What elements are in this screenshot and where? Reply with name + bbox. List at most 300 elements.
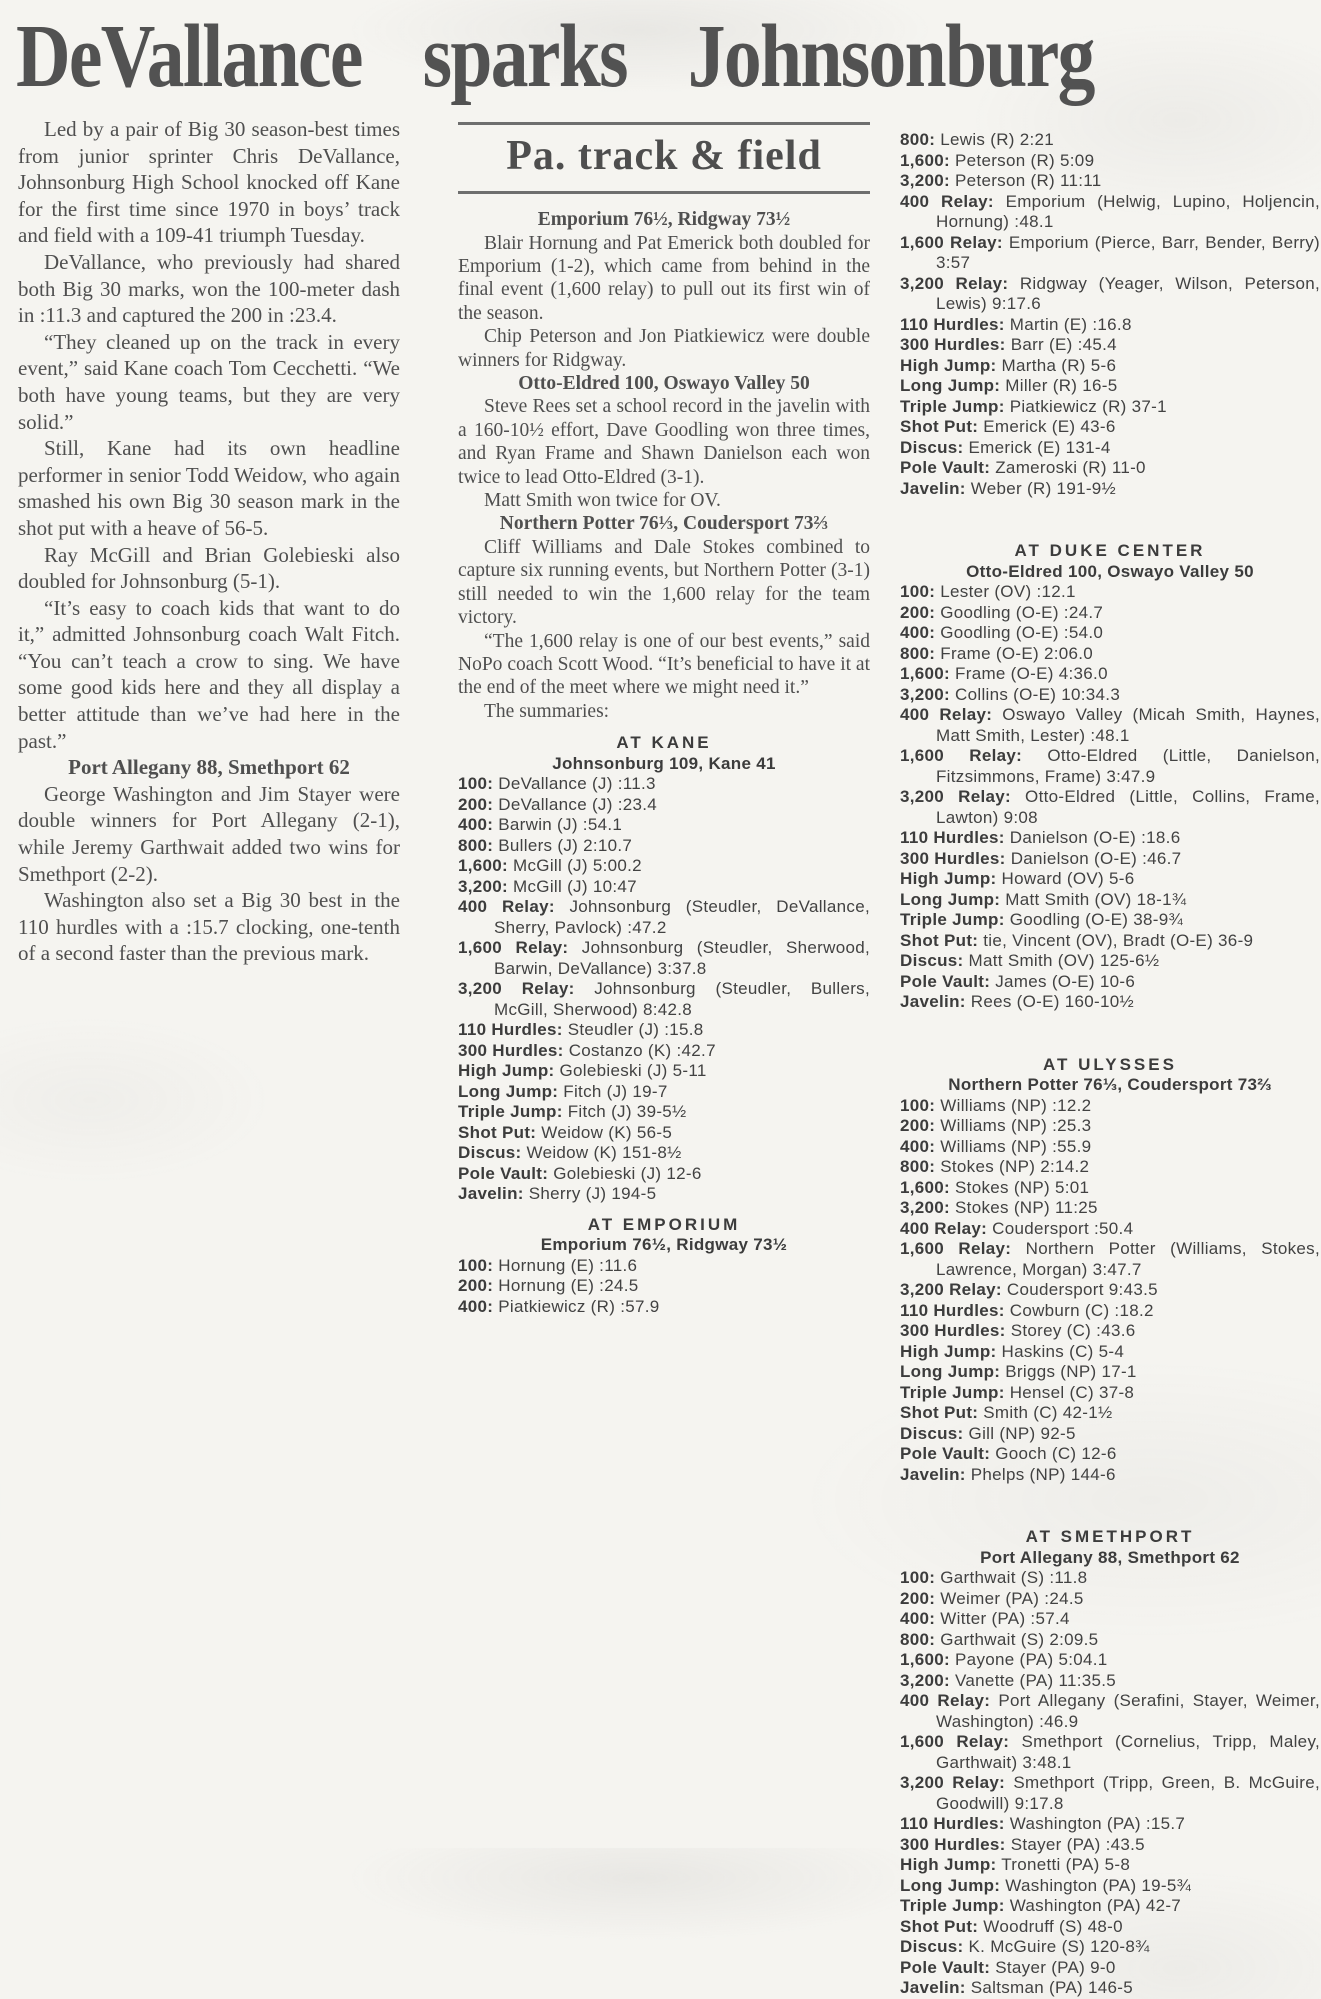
event-result: Piatkiewicz (R) :57.9 [498, 1296, 660, 1316]
summary-line [458, 1123, 870, 1144]
event-result: Sherry (J) 194-5 [528, 1184, 657, 1204]
summary-line [900, 1178, 1320, 1199]
summary-line [458, 1061, 870, 1082]
summary-line [900, 931, 1320, 952]
summary-score: Johnsonburg 109, Kane 41 [552, 753, 776, 773]
summary-line [900, 1917, 1320, 1938]
event-result: Emporium (Helwig, Lupino, Holjencin, Hornung) :48.1 [936, 191, 1320, 231]
summary-lines [900, 130, 1320, 499]
event-label: Discus: [900, 437, 964, 457]
event-result: Oswayo Valley (Micah Smith, Haynes, Matt Smith, Lester) :48.1 [936, 705, 1320, 745]
event-result: Johnsonburg (Steudler, Bullers, McGill, Sherwood) 8:42.8 [494, 979, 871, 1019]
event-result: Steudler (J) :15.8 [567, 1020, 704, 1040]
event-label: Triple Jump: [458, 1102, 563, 1122]
summary-line [900, 1157, 1320, 1178]
event-result: Weidow (K) 151-8½ [526, 1143, 682, 1163]
summary-line [900, 1280, 1320, 1301]
summary-line [900, 438, 1320, 459]
event-result: Danielson (O-E) :46.7 [1010, 848, 1182, 868]
subhead-otto-eldred-oswayo: Otto-Eldred 100, Oswayo Valley 50 [518, 373, 810, 395]
event-label: 100: [900, 582, 936, 601]
event-label: 100: [458, 1255, 494, 1275]
summary-line [900, 869, 1320, 890]
newspaper-page [16, 7, 1321, 1999]
event-label: High Jump: [458, 1061, 555, 1081]
event-result: Goodling (O-E) :24.7 [940, 602, 1104, 622]
event-label: 400: [900, 1609, 936, 1628]
summary-location: AT DUKE CENTER [1014, 541, 1206, 560]
event-label: Pole Vault: [900, 971, 991, 991]
event-label: 3,200 Relay: [900, 273, 1009, 293]
subhead-northern-potter-coudersport: Northern Potter 76⅓, Coudersport 73⅔ [499, 513, 829, 535]
event-label: 3,200 Relay: [900, 1773, 1006, 1792]
event-label: 300 Hurdles: [458, 1040, 564, 1060]
section-banner-title: Pa. track & field [506, 133, 822, 179]
event-label: Discus: [900, 1423, 964, 1443]
summary-line [900, 623, 1320, 644]
event-result: Barr (E) :45.4 [1010, 335, 1117, 354]
summary-line [900, 1876, 1320, 1897]
summary-line [458, 1020, 870, 1041]
event-label: Long Jump: [458, 1081, 559, 1101]
event-result: McGill (J) 5:00.2 [513, 856, 642, 876]
event-label: 400: [458, 815, 494, 835]
summary-line [900, 1835, 1320, 1856]
summary-lines [458, 1256, 870, 1318]
event-label: 1,600 Relay: [900, 1239, 1012, 1258]
summary-line [900, 151, 1320, 172]
event-result: Frame (O-E) 4:36.0 [955, 664, 1108, 683]
event-label: 800: [900, 1157, 936, 1176]
event-label: Long Jump: [900, 1875, 1001, 1895]
event-label: 110 Hurdles: [900, 828, 1005, 847]
event-label: 1,600: [900, 1177, 951, 1197]
summary-line [900, 1383, 1320, 1404]
event-label: 1,600: [900, 150, 951, 170]
event-result: Washington (PA) 19-5¾ [1005, 1875, 1192, 1895]
summary-line [900, 1937, 1320, 1958]
event-label: 400: [900, 623, 936, 642]
event-result: tie, Vincent (OV), Bradt (O-E) 36-9 [983, 930, 1254, 950]
event-label: High Jump: [900, 1341, 997, 1361]
event-result: Smethport (Cornelius, Tripp, Maley, Garthwait) 3:48.1 [936, 1732, 1321, 1772]
column-right [900, 116, 1320, 1999]
summary-line [458, 1082, 870, 1103]
event-label: 3,200: [900, 171, 951, 190]
paragraph: “The 1,600 relay is one of our best events,” said NoPo coach Scott Wood. “It’s beneficial to have it at the end of the meet where we might need it.” [458, 630, 870, 699]
event-result: Peterson (R) 11:11 [955, 171, 1102, 190]
event-result: Saltsman (PA) 146-5 [970, 1978, 1133, 1997]
summary-at-emporium-continued [900, 130, 1320, 499]
event-result: Payone (PA) 5:04.1 [955, 1650, 1108, 1669]
summary-line [900, 849, 1320, 870]
summary-line [900, 746, 1320, 787]
event-label: 1,600 Relay: [900, 746, 1023, 765]
summary-line [900, 1465, 1320, 1486]
event-result: Tronetti (PA) 5-8 [1001, 1855, 1131, 1874]
event-label: Shot Put: [900, 417, 979, 436]
event-label: Javelin: [900, 1978, 966, 1997]
event-label: Long Jump: [900, 889, 1001, 909]
event-result: Bullers (J) 2:10.7 [498, 835, 633, 855]
paragraph: Chip Peterson and Jon Piatkiewicz were double winners for Ridgway. [458, 326, 870, 371]
event-result: Stokes (NP) 5:01 [955, 1177, 1090, 1197]
event-label: 110 Hurdles: [900, 1814, 1005, 1833]
event-result: DeVallance (J) :23.4 [498, 794, 658, 814]
summary-line [458, 979, 870, 1020]
summary-line [900, 417, 1320, 438]
headline: DeVallance sparks Johnsonburg [16, 7, 1094, 106]
summary-line [900, 1958, 1320, 1979]
event-result: Matt Smith (OV) 18-1¾ [1005, 889, 1187, 909]
summary-line [458, 1184, 870, 1205]
summary-line [900, 787, 1320, 828]
summary-line [900, 705, 1320, 746]
event-label: 100: [900, 1095, 936, 1115]
event-label: 400 Relay: [900, 1218, 988, 1238]
summary-line [900, 1773, 1320, 1814]
event-label: High Jump: [900, 1855, 997, 1874]
event-result: Smith (C) 42-1½ [983, 1403, 1113, 1422]
event-label: 110 Hurdles: [900, 314, 1005, 334]
summary-line [900, 233, 1320, 274]
event-result: Fitch (J) 39-5½ [567, 1102, 687, 1122]
event-result: Hornung (E) :11.6 [498, 1255, 638, 1275]
summary-line [900, 951, 1320, 972]
summary-at-emporium [458, 1215, 870, 1318]
summary-line [900, 1444, 1320, 1465]
event-result: Washington (PA) :15.7 [1009, 1814, 1186, 1833]
event-result: Rees (O-E) 160-10½ [970, 992, 1134, 1011]
event-label: 300 Hurdles: [900, 1834, 1006, 1854]
event-result: Otto-Eldred (Little, Collins, Frame, Lawton) 9:08 [936, 787, 1320, 827]
paragraph: DeVallance, who previously had shared both Big 30 marks, won the 100-meter dash in :11.3 and captured the 200 in :23.4. [18, 249, 400, 328]
paragraph: “They cleaned up on the track in every event,” said Kane coach Tom Cecchetti. “We both have young teams, but they are very solid.” [18, 329, 400, 434]
event-result: Weimer (PA) :24.5 [940, 1588, 1084, 1608]
event-label: 200: [900, 1588, 936, 1608]
event-label: 1,600 Relay: [900, 232, 1003, 252]
event-result: Otto-Eldred (Little, Danielson, Fitzsimmons, Frame) 3:47.9 [936, 746, 1320, 786]
event-result: Emporium (Pierce, Barr, Bender, Berry) 3:57 [936, 232, 1321, 272]
event-result: Weber (R) 191-9½ [970, 478, 1117, 498]
summary-line [900, 1671, 1320, 1692]
event-label: High Jump: [900, 355, 997, 375]
paragraph: The summaries: [484, 700, 610, 722]
event-result: Collins (O-E) 10:34.3 [955, 684, 1121, 704]
event-result: Martha (R) 5-6 [1001, 355, 1117, 375]
article-columns [16, 116, 1321, 1999]
event-label: Pole Vault: [900, 1957, 991, 1977]
event-label: 3,200: [458, 876, 509, 896]
event-label: Triple Jump: [900, 396, 1005, 416]
event-result: Peterson (R) 5:09 [955, 150, 1095, 170]
event-label: Long Jump: [900, 1362, 1001, 1381]
summary-line [458, 836, 870, 857]
event-result: Haskins (C) 5-4 [1001, 1341, 1125, 1361]
event-label: 200: [900, 602, 936, 622]
event-result: Emerick (E) 43-6 [983, 417, 1116, 436]
event-label: High Jump: [900, 869, 997, 888]
summary-line [900, 1362, 1320, 1383]
summary-line [900, 192, 1320, 233]
summary-line [900, 1116, 1320, 1137]
event-result: Danielson (O-E) :18.6 [1009, 828, 1181, 847]
event-label: 200: [458, 1276, 494, 1296]
event-result: Hensel (C) 37-8 [1009, 1382, 1135, 1402]
event-result: Ridgway (Yeager, Wilson, Peterson, Lewis) 9:17.6 [936, 273, 1321, 313]
event-label: 400 Relay: [900, 705, 993, 724]
event-result: Washington (PA) 42-7 [1009, 1896, 1182, 1915]
event-label: 400 Relay: [900, 191, 994, 211]
section-banner [458, 122, 870, 194]
event-label: Triple Jump: [900, 1896, 1005, 1915]
event-label: 300 Hurdles: [900, 1321, 1006, 1340]
summary-line [900, 1650, 1320, 1671]
event-result: Gill (NP) 92-5 [968, 1423, 1076, 1443]
summary-line [458, 1164, 870, 1185]
event-label: 1,600: [458, 856, 509, 876]
summary-line [900, 1239, 1320, 1280]
event-label: Shot Put: [900, 1403, 979, 1422]
summary-line [900, 1321, 1320, 1342]
event-label: Pole Vault: [458, 1163, 549, 1183]
summary-line [458, 1041, 870, 1062]
summary-lines [900, 1096, 1320, 1486]
event-result: Johnsonburg (Steudler, Sherwood, Barwin, DeVallance) 3:37.8 [494, 938, 870, 978]
event-result: Fitch (J) 19-7 [563, 1081, 668, 1101]
event-label: 110 Hurdles: [900, 1300, 1005, 1320]
summary-line [458, 1297, 870, 1318]
event-label: 300 Hurdles: [900, 335, 1006, 354]
event-result: Martin (E) :16.8 [1009, 314, 1132, 334]
paragraph: Blair Hornung and Pat Emerick both doubled for Emporium (1-2), which came from behind in the final event (1,600 relay) to pull out its first win of the season. [458, 232, 870, 324]
summary-line [900, 1403, 1320, 1424]
summary-line [900, 972, 1320, 993]
event-result: Briggs (NP) 17-1 [1005, 1362, 1137, 1381]
event-label: 100: [900, 1568, 936, 1587]
event-result: Stokes (NP) 2:14.2 [940, 1157, 1090, 1176]
summary-line [900, 1630, 1320, 1651]
event-result: Stokes (NP) 11:25 [955, 1198, 1098, 1217]
event-label: Pole Vault: [900, 458, 991, 477]
summary-at-kane [458, 733, 870, 1205]
summary-line [458, 1276, 870, 1297]
event-result: Port Allegany (Serafini, Stayer, Weimer, Washington) :46.9 [936, 1691, 1320, 1731]
event-label: 400 Relay: [458, 897, 555, 917]
summary-line [900, 1855, 1320, 1876]
event-result: Cowburn (C) :18.2 [1009, 1300, 1154, 1320]
summary-line [900, 664, 1320, 685]
event-result: Phelps (NP) 144-6 [970, 1464, 1116, 1484]
event-label: 800: [900, 643, 936, 663]
subhead-emporium-ridgway: Emporium 76½, Ridgway 73½ [537, 209, 791, 231]
summary-location: AT ULYSSES [1043, 1054, 1177, 1074]
event-label: 400: [900, 1136, 936, 1156]
summary-line [900, 992, 1320, 1013]
event-label: Javelin: [900, 992, 966, 1011]
event-label: 3,200 Relay: [458, 979, 575, 999]
event-label: Javelin: [900, 1464, 966, 1484]
paragraph: Cliff Williams and Dale Stokes combined to capture six running events, but Northern Potter (3-1) still needed to win the 1,600 relay for the team victory. [458, 536, 870, 629]
event-label: 3,200 Relay: [900, 1280, 1002, 1299]
event-label: 800: [900, 1629, 936, 1649]
summary-line [900, 1732, 1320, 1773]
event-result: Williams (NP) :55.9 [940, 1136, 1092, 1156]
summary-line [458, 774, 870, 795]
summary-line [900, 315, 1320, 336]
paragraph: Led by a pair of Big 30 season-best times from junior sprinter Chris DeVallance, Johnsonburg High School knocked off Kane for the first time since 1970 in boys’ track and field with a 109-41 triumph Tuesday. [18, 117, 400, 248]
summary-score: Emporium 76½, Ridgway 73½ [540, 1235, 788, 1255]
summary-line [900, 1896, 1320, 1917]
event-label: 3,200 Relay: [900, 787, 1011, 806]
summary-score: Northern Potter 76⅓, Coudersport 73⅔ [948, 1075, 1272, 1094]
summary-line [458, 856, 870, 877]
event-label: 100: [458, 774, 494, 794]
summary-line [458, 1256, 870, 1277]
paragraph: “It’s easy to coach kids that want to do it,” admitted Johnsonburg coach Walt Fitch. “You can’t teach a crow to sing. We have some good kids here and they all display a better attitude than we’ve had here in the past.” [18, 595, 400, 753]
summary-line [900, 397, 1320, 418]
event-result: Emerick (E) 131-4 [968, 437, 1111, 457]
summary-score: Port Allegany 88, Smethport 62 [980, 1547, 1240, 1567]
summary-line [458, 877, 870, 898]
event-label: 400: [458, 1296, 494, 1316]
summary-line [900, 890, 1320, 911]
event-label: Long Jump: [900, 376, 1001, 395]
event-label: 110 Hurdles: [458, 1020, 563, 1040]
event-label: 800: [900, 130, 936, 149]
event-result: Coudersport 9:43.5 [1006, 1280, 1158, 1299]
summary-at-ulysses [900, 1055, 1320, 1486]
summary-line [900, 1137, 1320, 1158]
event-label: 1,600 Relay: [458, 938, 569, 958]
summary-line [900, 1589, 1320, 1610]
event-result: Storey (C) :43.6 [1010, 1321, 1136, 1340]
summary-line [900, 1609, 1320, 1630]
summary-line [458, 938, 870, 979]
paragraph: George Washington and Jim Stayer were double winners for Port Allegany (2-1), while Jeremy Garthwait added two wins for Smethport (2-2). [18, 781, 400, 886]
event-label: Discus: [458, 1143, 522, 1163]
event-result: Stayer (PA) :43.5 [1010, 1834, 1145, 1854]
event-label: 400 Relay: [900, 1691, 991, 1710]
summary-at-duke-center [900, 541, 1320, 1013]
event-label: Pole Vault: [900, 1444, 991, 1463]
column-middle [458, 116, 870, 1317]
event-label: Discus: [900, 951, 964, 970]
event-result: Barwin (J) :54.1 [498, 815, 623, 835]
event-result: Garthwait (S) :11.8 [940, 1568, 1088, 1587]
event-result: Matt Smith (OV) 125-6½ [968, 951, 1160, 970]
event-label: Javelin: [458, 1184, 524, 1204]
summary-line [900, 356, 1320, 377]
event-result: Williams (NP) :25.3 [940, 1116, 1092, 1135]
event-label: Shot Put: [900, 1916, 979, 1936]
event-label: 200: [900, 1116, 936, 1135]
event-label: Shot Put: [900, 930, 979, 950]
summary-location: AT SMETHPORT [1025, 1527, 1195, 1546]
summary-line [900, 685, 1320, 706]
event-label: 200: [458, 794, 494, 814]
event-result: Gooch (C) 12-6 [995, 1444, 1117, 1463]
summary-score: Otto-Eldred 100, Oswayo Valley 50 [966, 561, 1254, 581]
summary-line [900, 1342, 1320, 1363]
summary-line [458, 897, 870, 938]
event-result: DeVallance (J) :11.3 [498, 774, 656, 794]
summary-line [900, 335, 1320, 356]
summary-lines [900, 582, 1320, 1013]
summary-line [900, 1096, 1320, 1117]
event-result: Golebieski (J) 5-11 [559, 1061, 707, 1081]
summary-line [900, 603, 1320, 624]
summary-line [900, 910, 1320, 931]
summary-line [900, 1978, 1320, 1999]
subhead-port-allegany: Port Allegany 88, Smethport 62 [68, 755, 350, 780]
summary-line [900, 458, 1320, 479]
event-label: 1,600: [900, 1650, 951, 1669]
event-label: 3,200: [900, 684, 951, 704]
event-label: 1,600: [900, 664, 951, 683]
event-result: Piatkiewicz (R) 37-1 [1009, 396, 1167, 416]
event-result: James (O-E) 10-6 [995, 971, 1136, 991]
event-result: Costanzo (K) :42.7 [568, 1040, 716, 1060]
event-result: Witter (PA) :57.4 [940, 1609, 1070, 1628]
summary-line [900, 1301, 1320, 1322]
event-result: Vanette (PA) 11:35.5 [955, 1670, 1117, 1690]
event-result: Garthwait (S) 2:09.5 [940, 1629, 1099, 1649]
event-label: Shot Put: [458, 1122, 537, 1142]
event-label: Javelin: [900, 478, 966, 498]
paragraph: Matt Smith won twice for OV. [484, 490, 721, 512]
summary-line [900, 1424, 1320, 1445]
event-result: McGill (J) 10:47 [513, 876, 637, 896]
event-label: Triple Jump: [900, 910, 1005, 929]
summary-line [900, 1814, 1320, 1835]
summary-lines [458, 774, 870, 1205]
event-result: Zameroski (R) 11-0 [995, 458, 1146, 477]
summary-line [900, 376, 1320, 397]
event-label: Discus: [900, 1937, 964, 1956]
summary-line [900, 828, 1320, 849]
event-result: Hornung (E) :24.5 [498, 1276, 639, 1296]
event-result: Goodling (O-E) :54.0 [940, 623, 1104, 642]
column-left [18, 116, 400, 967]
event-result: Smethport (Tripp, Green, B. McGuire, Goodwill) 9:17.8 [936, 1773, 1321, 1813]
summary-lines [900, 1568, 1320, 1999]
summary-line [900, 274, 1320, 315]
paragraph: Steve Rees set a school record in the javelin with a 160-10½ effort, Dave Goodling won three times, and Ryan Frame and Shawn Danielson each won twice to lead Otto-Eldred (3-1). [458, 396, 870, 488]
paragraph: Washington also set a Big 30 best in the 110 hurdles with a :15.7 clocking, one-tenth of a second faster than the previous mark. [18, 888, 400, 966]
event-result: Weidow (K) 56-5 [541, 1122, 673, 1142]
event-result: Woodruff (S) 48-0 [983, 1916, 1123, 1936]
event-label: 3,200: [900, 1670, 951, 1690]
event-result: Northern Potter (Williams, Stokes, Lawrence, Morgan) 3:47.7 [936, 1239, 1320, 1279]
event-result: K. McGuire (S) 120-8¾ [968, 1937, 1150, 1956]
summary-line [900, 582, 1320, 603]
event-label: Triple Jump: [900, 1382, 1005, 1402]
summary-line [900, 130, 1320, 151]
summary-line [900, 171, 1320, 192]
event-result: Howard (OV) 5-6 [1001, 869, 1135, 888]
event-label: 800: [458, 835, 494, 855]
paragraph: Ray McGill and Brian Golebieski also doubled for Johnsonburg (5-1). [18, 542, 400, 594]
summary-line [900, 1219, 1320, 1240]
event-result: Stayer (PA) 9-0 [995, 1957, 1116, 1977]
event-result: Golebieski (J) 12-6 [553, 1163, 702, 1183]
summary-location: AT EMPORIUM [587, 1214, 741, 1234]
paragraph: Still, Kane had its own headline performer in senior Todd Weidow, who again smashed his own Big 30 season mark in the shot put with a heave of 56-5. [18, 436, 400, 540]
event-label: 1,600 Relay: [900, 1732, 1010, 1751]
event-result: Williams (NP) :12.2 [940, 1095, 1092, 1115]
summary-line [458, 1102, 870, 1123]
